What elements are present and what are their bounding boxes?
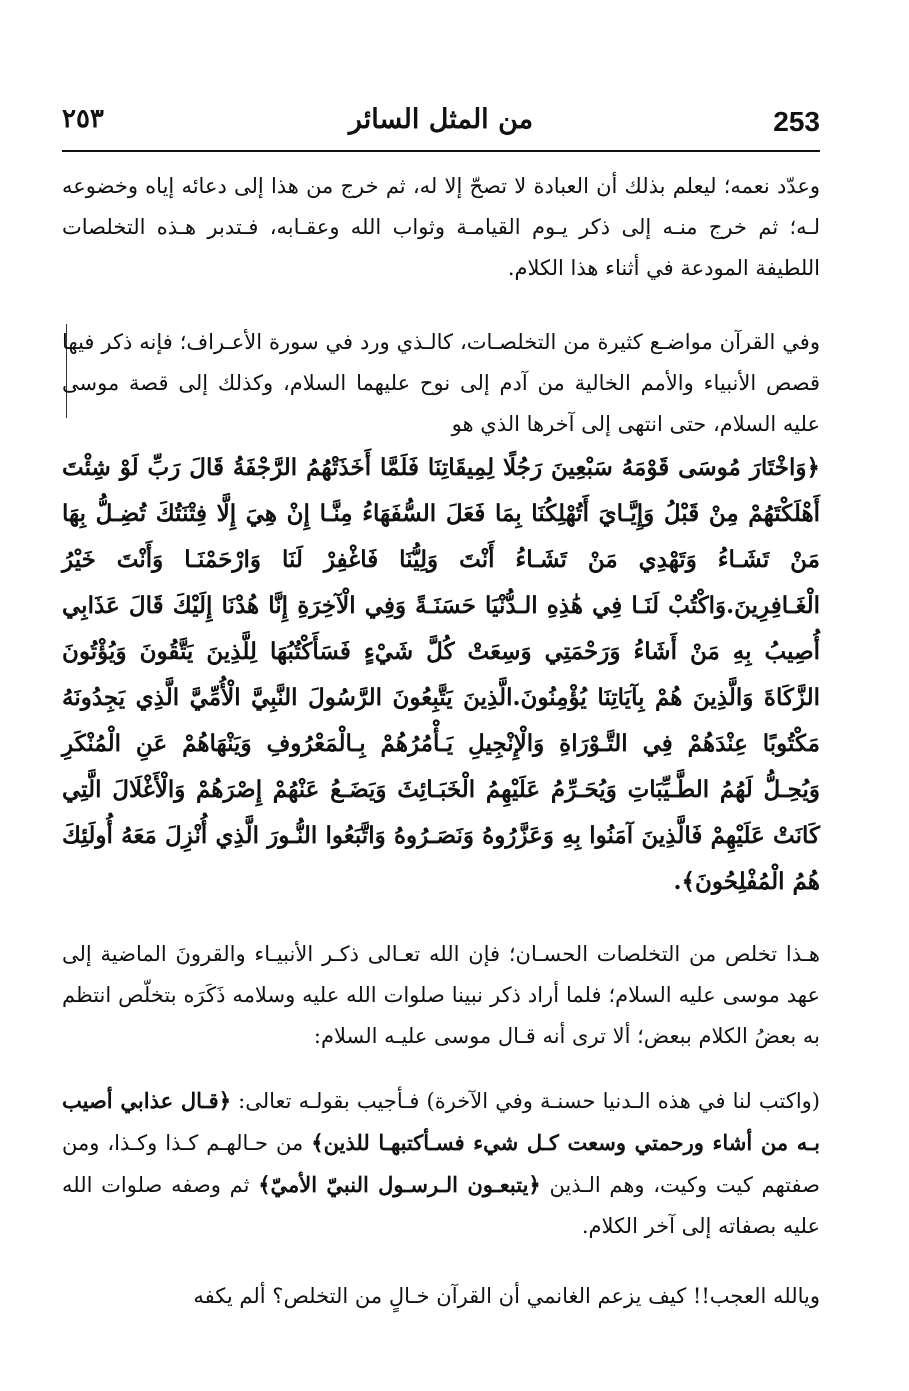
paragraph-3 [62, 934, 858, 1057]
running-title: من المثل السائر [348, 104, 534, 135]
paragraph-1-text: وعدّد نعمه؛ ليعلم بذلك أن العبادة لا تصحّ إلا له، ثم خرج من هذا إلى دعائه إياه وخضوعه لـه؛ ثم خرج منـه إلى ذكر يـوم القيامـة وثواب الله وعقـابه، فـتدبر هـذه التخلصات اللطيفة المودعة في أثناء هذا الكلام. [62, 174, 820, 280]
quran-verse-block [62, 445, 820, 905]
page-header [62, 104, 820, 150]
paragraph-4-part-c: ثم وصفه صلوات الله عليه بصفاته إلى آخر الكلام. [62, 1173, 820, 1238]
paragraph-4-part-a: (واكتب لنا في هذه الـدنيا حسنـة وفي الآخرة) فـأجيب بقولـه تعالى: [238, 1089, 820, 1113]
quran-verse-text: ﴿وَاخْتَارَ مُوسَى قَوْمَهُ سَبْعِينَ رَجُلًا لِمِيقَاتِنَا فَلَمَّا أَخَذَتْهُمُ الرَّجْفَةُ قَالَ رَبِّ لَوْ شِئْتَ أَهْلَكْتَهُمْ مِنْ قَبْلُ وَإِيَّـايَ أَتُهْلِكُنَا بِمَا فَعَلَ السُّفَهَاءُ مِنَّـا إِنْ هِيَ إِلَّا فِتْنَتُكَ تُضِـلُّ بِهَا مَنْ تَشَـاءُ وَتَهْدِي مَنْ تَشَـاءُ أَنْتَ وَلِيُّنَا فَاغْفِرْ لَنَا وَارْحَمْنَـا وَأَنْتَ خَيْرُ الْغَـافِرِينَ.وَاكْتُبْ لَنَـا فِي هَٰذِهِ الـدُّنْيَا حَسَنَـةً وَفِي الْآخِرَةِ إِنَّا هُدْنَا إِلَيْكَ قَالَ عَذَابِي أُصِيبُ بِهِ مَنْ أَشَاءُ وَرَحْمَتِي وَسِعَتْ كُلَّ شَيْءٍ فَسَأَكْتُبُهَا لِلَّذِينَ يَتَّقُونَ وَيُؤْتُونَ الزَّكَاةَ وَالَّذِينَ هُمْ بِآيَاتِنَا يُؤْمِنُونَ.الَّذِينَ يَتَّبِعُونَ الرَّسُولَ النَّبِيَّ الْأُمِّيَّ الَّذِي يَجِدُونَهُ مَكْتُوبًا عِنْدَهُمْ فِي التَّـوْرَاةِ وَالْإِنْجِيلِ يَـأْمُرُهُمْ بِـالْمَعْرُوفِ وَيَنْهَاهُمْ عَنِ الْمُنْكَرِ وَيُحِـلُّ لَهُمُ الطَّـيِّبَاتِ وَيُحَـرِّمُ عَلَيْهِمُ الْخَبَـائِثَ وَيَضَـعُ عَنْهُمْ إِصْرَهُمْ وَالْأَغْلَالَ الَّتِي كَانَتْ عَلَيْهِمْ فَالَّذِينَ آمَنُوا بِهِ وَعَزَّرُوهُ وَنَصَـرُوهُ وَاتَّبَعُوا النُّـورَ الَّذِي أُنْزِلَ مَعَهُ أُولَئِكَ هُمُ الْمُفْلِحُونَ﴾. [62, 454, 820, 895]
paragraph-5-text: ويالله العجب!! كيف يزعم الغانمي أن القرآن خـالٍ من التخلص؟ ألم يكفه [193, 1284, 820, 1308]
quoted-verse-2: ﴿يتبعـون الـرسـول النبيّ الأميّ﴾ [258, 1172, 541, 1197]
paragraph-3-text: هـذا تخلص من التخلصات الحسـان؛ فإن الله تعـالى ذكـر الأنبيـاء والقرونَ الماضية إلى عهد موسى عليه السلام؛ فلما أراد ذكر نبينا صلوات الله عليه وسلامه ذَكَرَه بتخلّص انتظم به بعضُ الكلام ببعض؛ ألا ترى أنه قـال موسى عليـه السلام: [62, 942, 820, 1048]
paragraph-5 [62, 1276, 858, 1317]
paragraph-4 [62, 1080, 820, 1247]
paragraph-2-intro-text: وفي القرآن مواضـع كثيرة من التخلصـات، كالـذي ورد في سورة الأعـراف؛ فإنه ذكر فيها قصص الأنبياء والأمم الخالية من آدم إلى نوح عليهما السلام، وكذلك إلى قصة موسى عليه السلام، حتى انتهى إلى آخرها الذي هو [62, 330, 820, 436]
page-number-latin: 253 [773, 106, 820, 137]
paragraph-4-part-b: من حـالهـم كـذا وكـذا، ومن صفتهم كيت وكيت، وهم الـذين [62, 1131, 820, 1197]
quoted-verse-1: ﴿قـال عذابي أصيب بـه من أشاء ورحمتي وسعت كـل شيء فسـأكتبهـا للذين﴾ [62, 1088, 820, 1155]
paragraph-4-text [62, 1080, 820, 1247]
paragraph-2-intro [62, 322, 858, 445]
page-number-arabic: ٢٥٣ [62, 104, 104, 134]
paragraph-1 [62, 166, 858, 289]
header-divider [62, 150, 820, 152]
